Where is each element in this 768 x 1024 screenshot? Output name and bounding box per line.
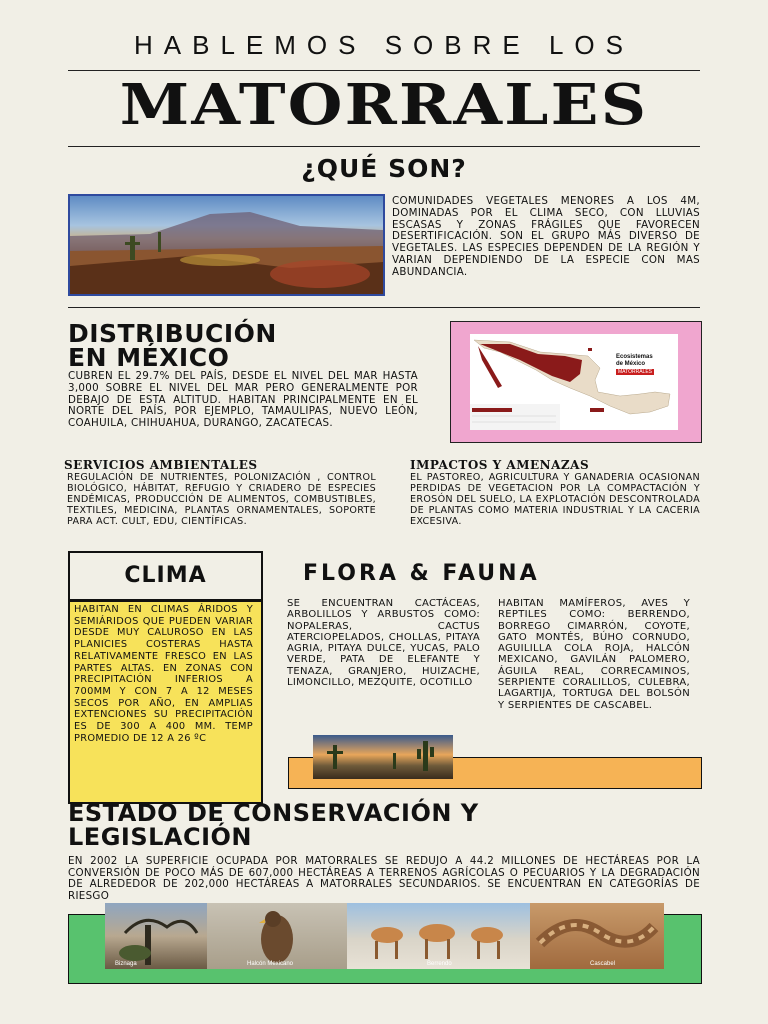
conservacion-heading: ESTADO DE CONSERVACIÓN Y LEGISLACIÓN <box>68 799 479 851</box>
photo-caption: Halcón Mexicano <box>247 961 294 967</box>
fauna-text: HABITAN MAMÍFEROS, AVES Y REPTILES COMO: BERRENDO, BORREGO CIMARRÓN, COYOTE, GATO MONTÉS, BÚHO CORNUDO, AGUILILLA COLA ROJA, HALCÓN MEXICANO, GAVILÁN PALOMERO, ÁGUILA REAL, CORRECAMINOS, SERPIENTE CORALILLOS, CULEBRA, LAGARTIJA, TORTUGA DEL BOLSÓN Y SERPIENTES DE CASCABEL. <box>498 598 690 711</box>
clima-text: HABITAN EN CLIMAS ÁRIDOS Y SEMIÁRIDOS QUE PUEDEN VARIAR DESDE MUY CALUROSO EN LAS PLANICIES COSTERAS HASTA RELATIVAMENTE FRESCO EN LAS PARTES ALTAS. EN ZONAS CON PRECIPITACIÓN INFERIOS A 700MM Y CON 7 A 12 MESES SECOS POR AÑO, EN AMPLIAS EXTENCIONES SU PRECIPITACIÓN ES DE 300 A 400 MM. TEMP PROMEDIO DE 12 A 26 ºC <box>74 604 253 744</box>
halcon-photo <box>207 903 347 969</box>
distribucion-heading: DISTRIBUCIÓN EN MÉXICO <box>68 319 277 372</box>
map-badge: MATORRALES <box>618 369 652 375</box>
landscape-photo <box>68 194 385 296</box>
mexico-map <box>470 334 678 430</box>
flora-text: SE ENCUENTRAN CACTÁCEAS, ARBOLILLOS Y ARBUSTOS COMO: NOPALERAS, CACTUS ATERCIOPELADOS, CHOLLAS, PITAYA AGRIA, PITAYA DULCE, YUCAS, PALO VERDE, PATA DE ELEFANTE Y TENAZA, GRANJERO, HUIZACHE, LIMONCILLO, MEZQUITE, OCOTILLO <box>287 598 480 689</box>
berrendo-photo <box>347 903 530 969</box>
impactos-heading: IMPACTOS Y AMENAZAS <box>410 458 590 472</box>
servicios-text: REGULACIÓN DE NUTRIENTES, POLONIZACIÓN , CONTROL BIOLÓGICO, HÁBITAT, REFUGIO Y CRIADERO DE ESPECIES ENDÉMICAS, PRODUCCIÓN DE ALIMENTOS, COMBUSTIBLES, TEXTILES, MEDICINA, PLANTAS ORNAMENTALES, SOPORTE PARA ACT. CULT, EDU, CIENTÍFICAS. <box>67 472 376 527</box>
biznaga-photo <box>105 903 207 969</box>
clima-heading: CLIMA <box>68 551 263 601</box>
section-heading-que-son: ¿QUÉ SON? <box>301 154 467 183</box>
conservacion-text: EN 2002 LA SUPERFICIE OCUPADA POR MATORRALES SE REDUJO A 44.2 MILLONES DE HECTÁREAS POR LA CONVERSIÓN DE POCO MÁS DE 607,000 HECTÁREAS A TERRENOS AGRÍCOLAS O PECUARIOS Y LA DEGRADACIÓN DE ALREDEDOR DE 202,000 HECTÁREAS A MATORRALES SECUNDARIOS. SE ENCUENTRAN EN CATEGORÍAS DE RIESGO <box>68 855 700 902</box>
page-title: MATORRALES <box>119 72 649 138</box>
distribucion-text: CUBREN EL 29.7% DEL PAÍS, DESDE EL NIVEL DEL MAR HASTA 3,000 SOBRE EL NIVEL DEL MAR PERO GENERALMENTE POR DEBAJO DE ESTA ALTITUD. HABITAN PRINCIPALMENTE EN EL NORTE DEL PAÍS, POR EJEMPLO, TAMAULIPAS, NUEVO LEÓN, COAHUILA, CHIHUAHUA, DURANGO, ZACATECAS. <box>68 370 418 430</box>
photo-caption: Cascabel <box>590 961 616 967</box>
desert-cactus-photo <box>313 735 453 779</box>
que-son-text: COMUNIDADES VEGETALES MENORES A LOS 4M, DOMINADAS POR EL CLIMA SECO, CON LLUVIAS ESCASAS Y ZONAS FRÁGILES QUE FAVORECEN DESERTIFICACIÓN. SON EL GRUPO MÁS DIVERSO DE VEGETALES. LAS ESPECIES DEPENDEN DE LA REGIÓN Y VARIAN DEPENDIENDO DE LA ESPECIE CON MAS ABUNDANCIA. <box>392 195 700 278</box>
impactos-text: EL PASTOREO, AGRICULTURA Y GANADERIA OCASIONAN PERDIDAS DE VEGETACION POR LA COMPACTACIÓN Y EROSÓN DEL SUELO, LA EXPLOTACIÓN DESCONTROLADA DE PLANTAS COMO MATERIA INDUSTRIAL Y LA CACERIA EXCESIVA. <box>410 472 700 527</box>
divider <box>68 146 700 147</box>
photo-caption: Biznaga <box>115 961 137 967</box>
flora-fauna-heading: FLORA & FAUNA <box>303 561 540 586</box>
divider <box>68 307 700 308</box>
cascabel-photo <box>530 903 664 969</box>
servicios-heading: SERVICIOS AMBIENTALES <box>64 458 258 472</box>
map-title: Ecosistemas de México <box>616 354 653 367</box>
kicker-title: HABLEMOS SOBRE LOS <box>134 30 634 60</box>
photo-caption: Berrendo <box>427 961 452 967</box>
divider <box>68 70 700 71</box>
